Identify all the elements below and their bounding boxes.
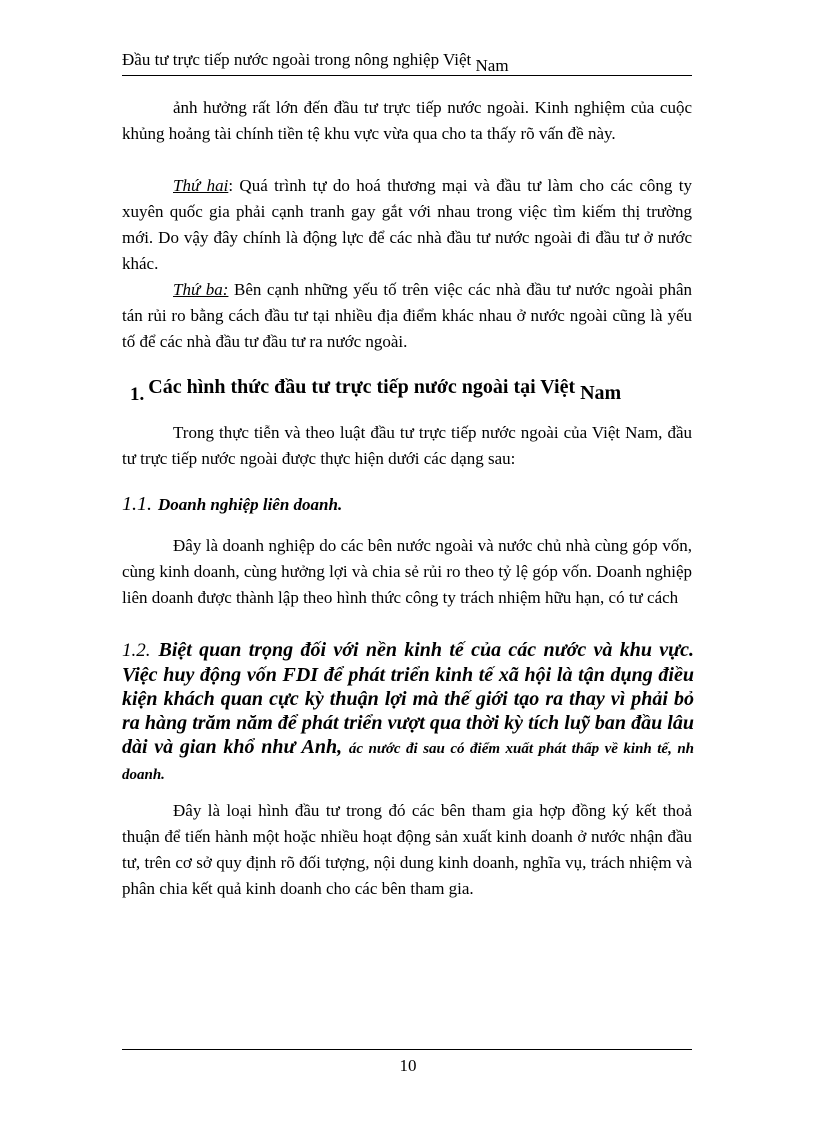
header-title: Đầu tư trực tiếp nước ngoài trong nông nghiệp Việt xyxy=(122,50,472,69)
paragraph-2-label: Thứ hai xyxy=(173,176,229,195)
subsection-heading-1-2 xyxy=(122,638,694,787)
subsection-heading-1-1 xyxy=(122,493,342,516)
paragraph-2-text: : Quá trình tự do hoá thương mại và đầu tư làm cho các công ty xuyên quốc gia phải cạnh tranh gay gắt với nhau trong việc tìm kiếm thị trường mới. Do vậy đây chính là động lực để các nhà đầu tư nước ngoài đi đầu tư ở nước khác. xyxy=(122,176,692,273)
page-number: 10 xyxy=(399,1056,417,1075)
subsection-heading-1-2-number: 1.2. xyxy=(122,640,151,661)
paragraph-3-text: Bên cạnh những yếu tố trên việc các nhà đầu tư nước ngoài phân tán rủi ro bằng cách đầu tư tại nhiều địa điểm khác nhau ở nước ngoài cũng là yếu tố để các nhà đầu tư đầu tư ra nước ngoài. xyxy=(122,280,692,351)
paragraph-5: Đây là doanh nghiệp do các bên nước ngoài và nước chủ nhà cùng góp vốn, cùng kinh doanh, cùng hưởng lợi và chia sẻ rủi ro theo tỷ lệ góp vốn. Doanh nghiệp liên doanh được thành lập theo hình thức công ty trách nhiệm hữu hạn, có tư cách xyxy=(122,536,692,607)
paragraph-4: Trong thực tiễn và theo luật đầu tư trực tiếp nước ngoài của Việt Nam, đầu tư trực tiếp nước ngoài được thực hiện dưới các dạng sau: xyxy=(122,423,692,468)
subsection-heading-1-1-number: 1.1. xyxy=(122,493,152,515)
header-rule xyxy=(122,75,692,76)
section-heading-1-text: Các hình thức đầu tư trực tiếp nước ngoài tại Việt xyxy=(148,376,576,398)
paragraph-6: Đây là loại hình đầu tư trong đó các bên tham gia hợp đồng ký kết thoả thuận để tiến hành một hoặc nhiều hoạt động sản xuất kinh doanh ở nước nhận đầu tư, trên cơ sở quy định rõ đối tượng, nội dung kinh doanh, nghĩa vụ, trách nhiệm và phân chia kết quả kinh doanh cho các bên tham gia. xyxy=(122,801,692,898)
subsection-heading-1-1-text: Doanh nghiệp liên doanh. xyxy=(158,495,343,514)
paragraph-3-label: Thứ ba: xyxy=(173,280,229,299)
footer-rule xyxy=(122,1049,692,1050)
header-title-end: Nam xyxy=(475,56,509,75)
section-heading-1 xyxy=(130,376,622,405)
section-heading-1-text-end: Nam xyxy=(580,382,622,404)
section-heading-1-number: 1. xyxy=(130,384,145,405)
subsection-heading-1-2-text-small: ác nước đi sau có điểm xuất phát thấp về kinh tế, nh doanh. xyxy=(122,741,695,783)
running-header xyxy=(122,50,692,75)
subsection-heading-1-2-text: Biệt quan trọng đối với nền kinh tế của các nước và khu vực. Việc huy động vốn FDI để phát triển kinh tế xã hội là tận dụng điều kiện khách quan cực kỳ thuận lợi mà thế giới tạo ra thay vì phải bỏ ra hàng trăm năm để phát triển vượt qua thời kỳ tích luỹ ban đầu lâu dài và gian khổ như Anh, xyxy=(122,639,694,758)
paragraph-3 xyxy=(122,277,692,355)
paragraph-2 xyxy=(122,173,692,277)
paragraph-1: ảnh hưởng rất lớn đến đầu tư trực tiếp nước ngoài. Kinh nghiệm của cuộc khủng hoảng tài chính tiền tệ khu vực vừa qua cho ta thấy rõ vấn đề này. xyxy=(122,98,692,143)
